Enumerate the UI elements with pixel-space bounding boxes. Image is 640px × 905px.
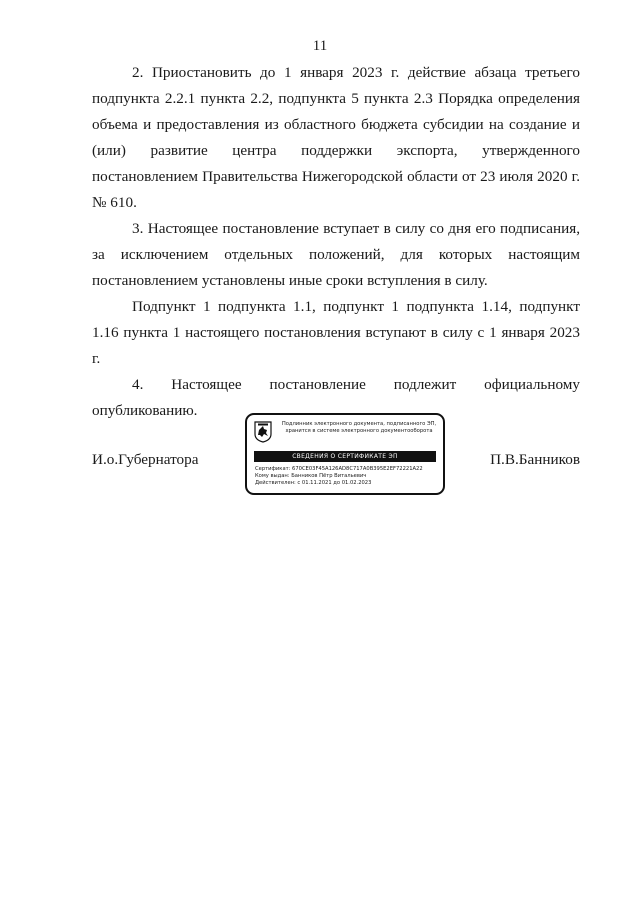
stamp-details [255,466,441,487]
signatory-position: И.о.Губернатора [92,451,199,468]
coat-of-arms-icon [254,421,272,443]
signatory-name: П.В.Банников [490,451,580,468]
stamp-header [276,421,442,435]
stamp-certificate: Сертификат: 670CE03F45A126AD8C717A0B395E2EF72221A22 [255,466,423,472]
paragraph-3: 3. Настоящее постановление вступает в силу со дня его подписания, за исключением отдельных положений, для которых настоящим постановлением установлены иные сроки вступления в силу. [92,220,580,289]
paragraph-4: 4. Настоящее постановление подлежит официальному опубликованию. [92,376,580,419]
paragraph-3-continued: Подпункт 1 подпункта 1.1, подпункт 1 подпункта 1.14, подпункт 1.16 пункта 1 настоящего постановления вступают в силу с 1 января 2023 г. [92,298,580,367]
electronic-signature-stamp [245,413,445,495]
page-number: 11 [312,38,328,54]
stamp-header-line-1: Подлинник электронного документа, подписанного ЭП, [281,421,437,427]
stamp-header-line-2: хранится в системе электронного документооборота [285,428,433,434]
stamp-validity: Действителен: с 01.11.2021 до 01.02.2023 [255,480,372,486]
stamp-issued-to: Кому выдан: Банников Пётр Витальевич [255,473,367,479]
signature-block [92,413,580,499]
stamp-banner: СВЕДЕНИЯ О СЕРТИФИКАТЕ ЭП [254,451,436,462]
document-body [92,60,580,424]
paragraph-2: 2. Приостановить до 1 января 2023 г. действие абзаца третьего подпункта 2.2.1 пункта 2.2, подпункта 5 пункта 2.3 Порядка определения объема и предоставления из областного бюджета субсидии на создание и (или) развитие центра поддержки экспорта, утвержденного постановлением Правительства Нижегородской области от 23 июля 2020 г. № 610. [92,64,580,211]
